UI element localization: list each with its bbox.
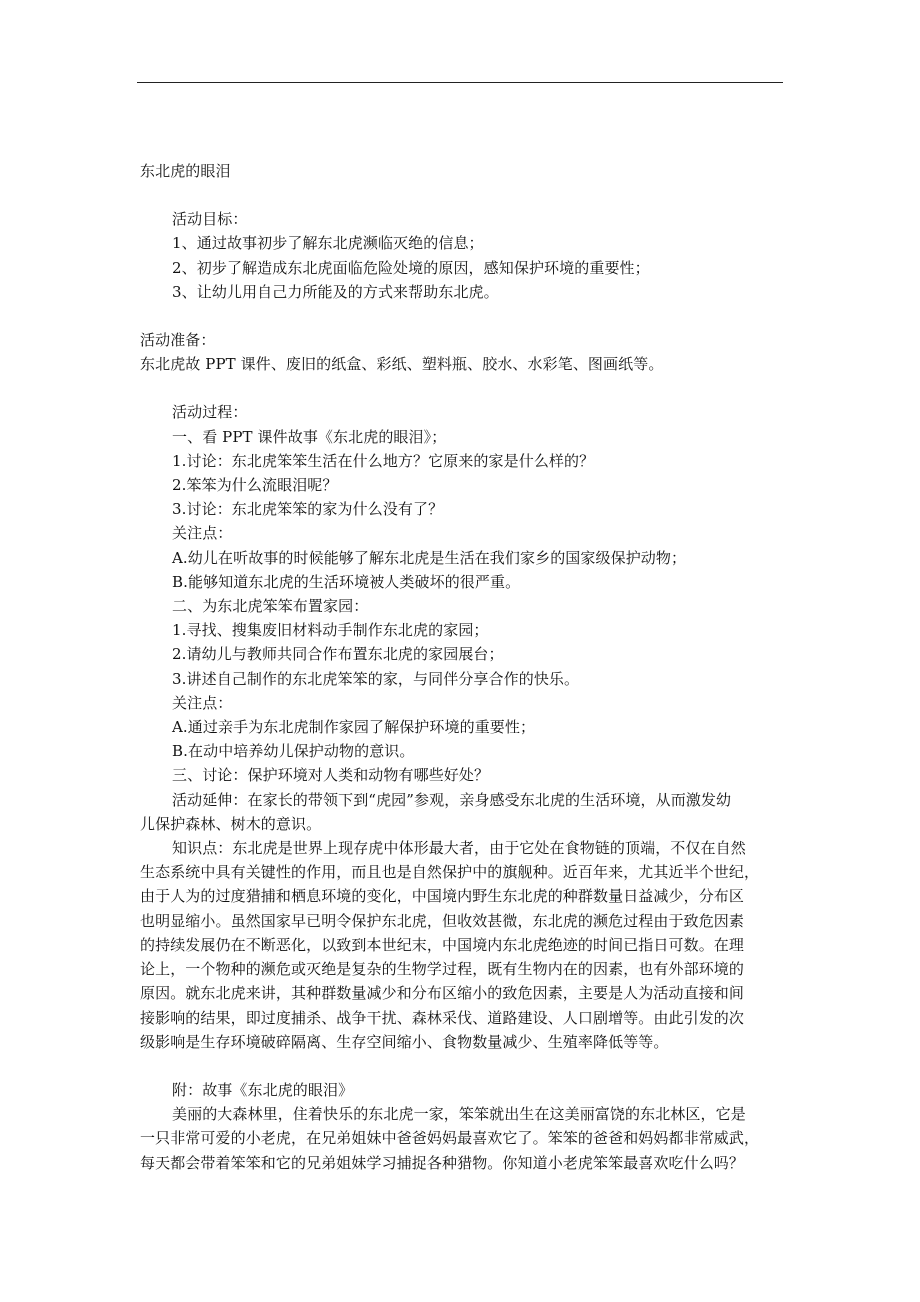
knowledge-line: 接影响的结果，即过度捕杀、战争干扰、森林采伐、道路建设、人口剧增等。由此引发的次	[140, 1008, 745, 1027]
objective-item: 2、初步了解造成东北虎面临危险处境的原因，感知保护环境的重要性；	[172, 258, 650, 277]
process-part1-item: 1.讨论：东北虎笨笨生活在什么地方？它原来的家是什么样的？	[172, 451, 595, 470]
objectives-heading: 活动目标：	[172, 210, 248, 229]
process-part2-focus-item: A.通过亲手为东北虎制作家园了解保护环境的重要性；	[172, 718, 536, 737]
process-part2-focus-heading: 关注点：	[172, 693, 233, 712]
objective-item: 1、通过故事初步了解东北虎濒临灭绝的信息；	[172, 234, 484, 253]
preparation-heading: 活动准备：	[140, 331, 216, 350]
appendix-line: 一只非常可爱的小老虎，在兄弟姐妹中爸爸妈妈最喜欢它了。笨笨的爸爸和妈妈都非常威武，	[140, 1129, 760, 1148]
process-part1-focus-item: A.幼儿在听故事的时候能够了解东北虎是生活在我们家乡的国家级保护动物；	[172, 548, 687, 567]
knowledge-line: 生态系统中具有关键性的作用，而且也是自然保护中的旗舰种。近百年来，尤其近半个世纪，	[140, 863, 760, 882]
process-part2-heading: 二、为东北虎笨笨布置家园：	[172, 597, 369, 616]
extension-line: 儿保护森林、树木的意识。	[140, 814, 322, 833]
document-title: 东北虎的眼泪	[140, 162, 231, 180]
process-part1-focus-heading: 关注点：	[172, 524, 233, 543]
process-part1-focus-item: B.能够知道东北虎的生活环境被人类破坏的很严重。	[172, 572, 521, 591]
appendix-line: 每天都会带着笨笨和它的兄弟姐妹学习捕捉各种猎物。你知道小老虎笨笨最喜欢吃什么吗？	[140, 1153, 745, 1172]
knowledge-line: 知识点：东北虎是世界上现存虎中体形最大者，由于它处在食物链的顶端，不仅在自然	[172, 839, 746, 858]
process-part3-heading: 三、讨论：保护环境对人类和动物有哪些好处？	[172, 766, 490, 785]
process-part2-focus-item: B.在动中培养幼儿保护动物的意识。	[172, 742, 415, 761]
document-body	[140, 159, 790, 1175]
knowledge-line: 的持续发展仍在不断恶化，以致到本世纪末，中国境内东北虎绝迹的时间已指日可数。在理	[140, 935, 745, 954]
knowledge-line: 原因。就东北虎来讲，其种群数量减少和分布区缩小的致危因素，主要是人为活动直接和间	[140, 984, 745, 1003]
knowledge-line: 级影响是生存环境破碎隔离、生存空间缩小、食物数量减少、生殖率降低等等。	[140, 1032, 669, 1051]
process-part1-item: 3.讨论：东北虎笨笨的家为什么没有了？	[172, 500, 444, 519]
objective-item: 3、让幼儿用自己力所能及的方式来帮助东北虎。	[172, 282, 499, 301]
knowledge-line: 由于人为的过度猎捕和栖息环境的变化，中国境内野生东北虎的种群数量日益减少，分布区	[140, 887, 745, 906]
process-part2-item: 2.请幼儿与教师共同合作布置东北虎的家园展台；	[172, 645, 504, 664]
process-part2-item: 3.讲述自己制作的东北虎笨笨的家，与同伴分享合作的快乐。	[172, 669, 580, 688]
process-part1-heading: 一、看 PPT 课件故事《东北虎的眼泪》；	[172, 427, 447, 446]
process-heading: 活动过程：	[172, 403, 248, 422]
process-part1-item: 2.笨笨为什么流眼泪呢？	[172, 476, 338, 495]
appendix-heading: 附：故事《东北虎的眼泪》	[172, 1080, 354, 1099]
header-rule	[137, 82, 783, 83]
process-part2-item: 1.寻找、搜集废旧材料动手制作东北虎的家园；	[172, 621, 489, 640]
appendix-line: 美丽的大森林里，住着快乐的东北虎一家，笨笨就出生在这美丽富饶的东北林区，它是	[172, 1105, 746, 1124]
knowledge-line: 也明显缩小。虽然国家早已明令保护东北虎，但收效甚微，东北虎的濒危过程由于致危因素	[140, 911, 745, 930]
extension-line: 活动延伸：在家长的带领下到“虎园”参观，亲身感受东北虎的生活环境，从而激发幼	[172, 790, 732, 809]
preparation-text: 东北虎故 PPT 课件、废旧的纸盒、彩纸、塑料瓶、胶水、水彩笔、图画纸等。	[140, 355, 664, 374]
knowledge-line: 论上，一个物种的濒危或灭绝是复杂的生物学过程，既有生物内在的因素，也有外部环境的	[140, 960, 745, 979]
